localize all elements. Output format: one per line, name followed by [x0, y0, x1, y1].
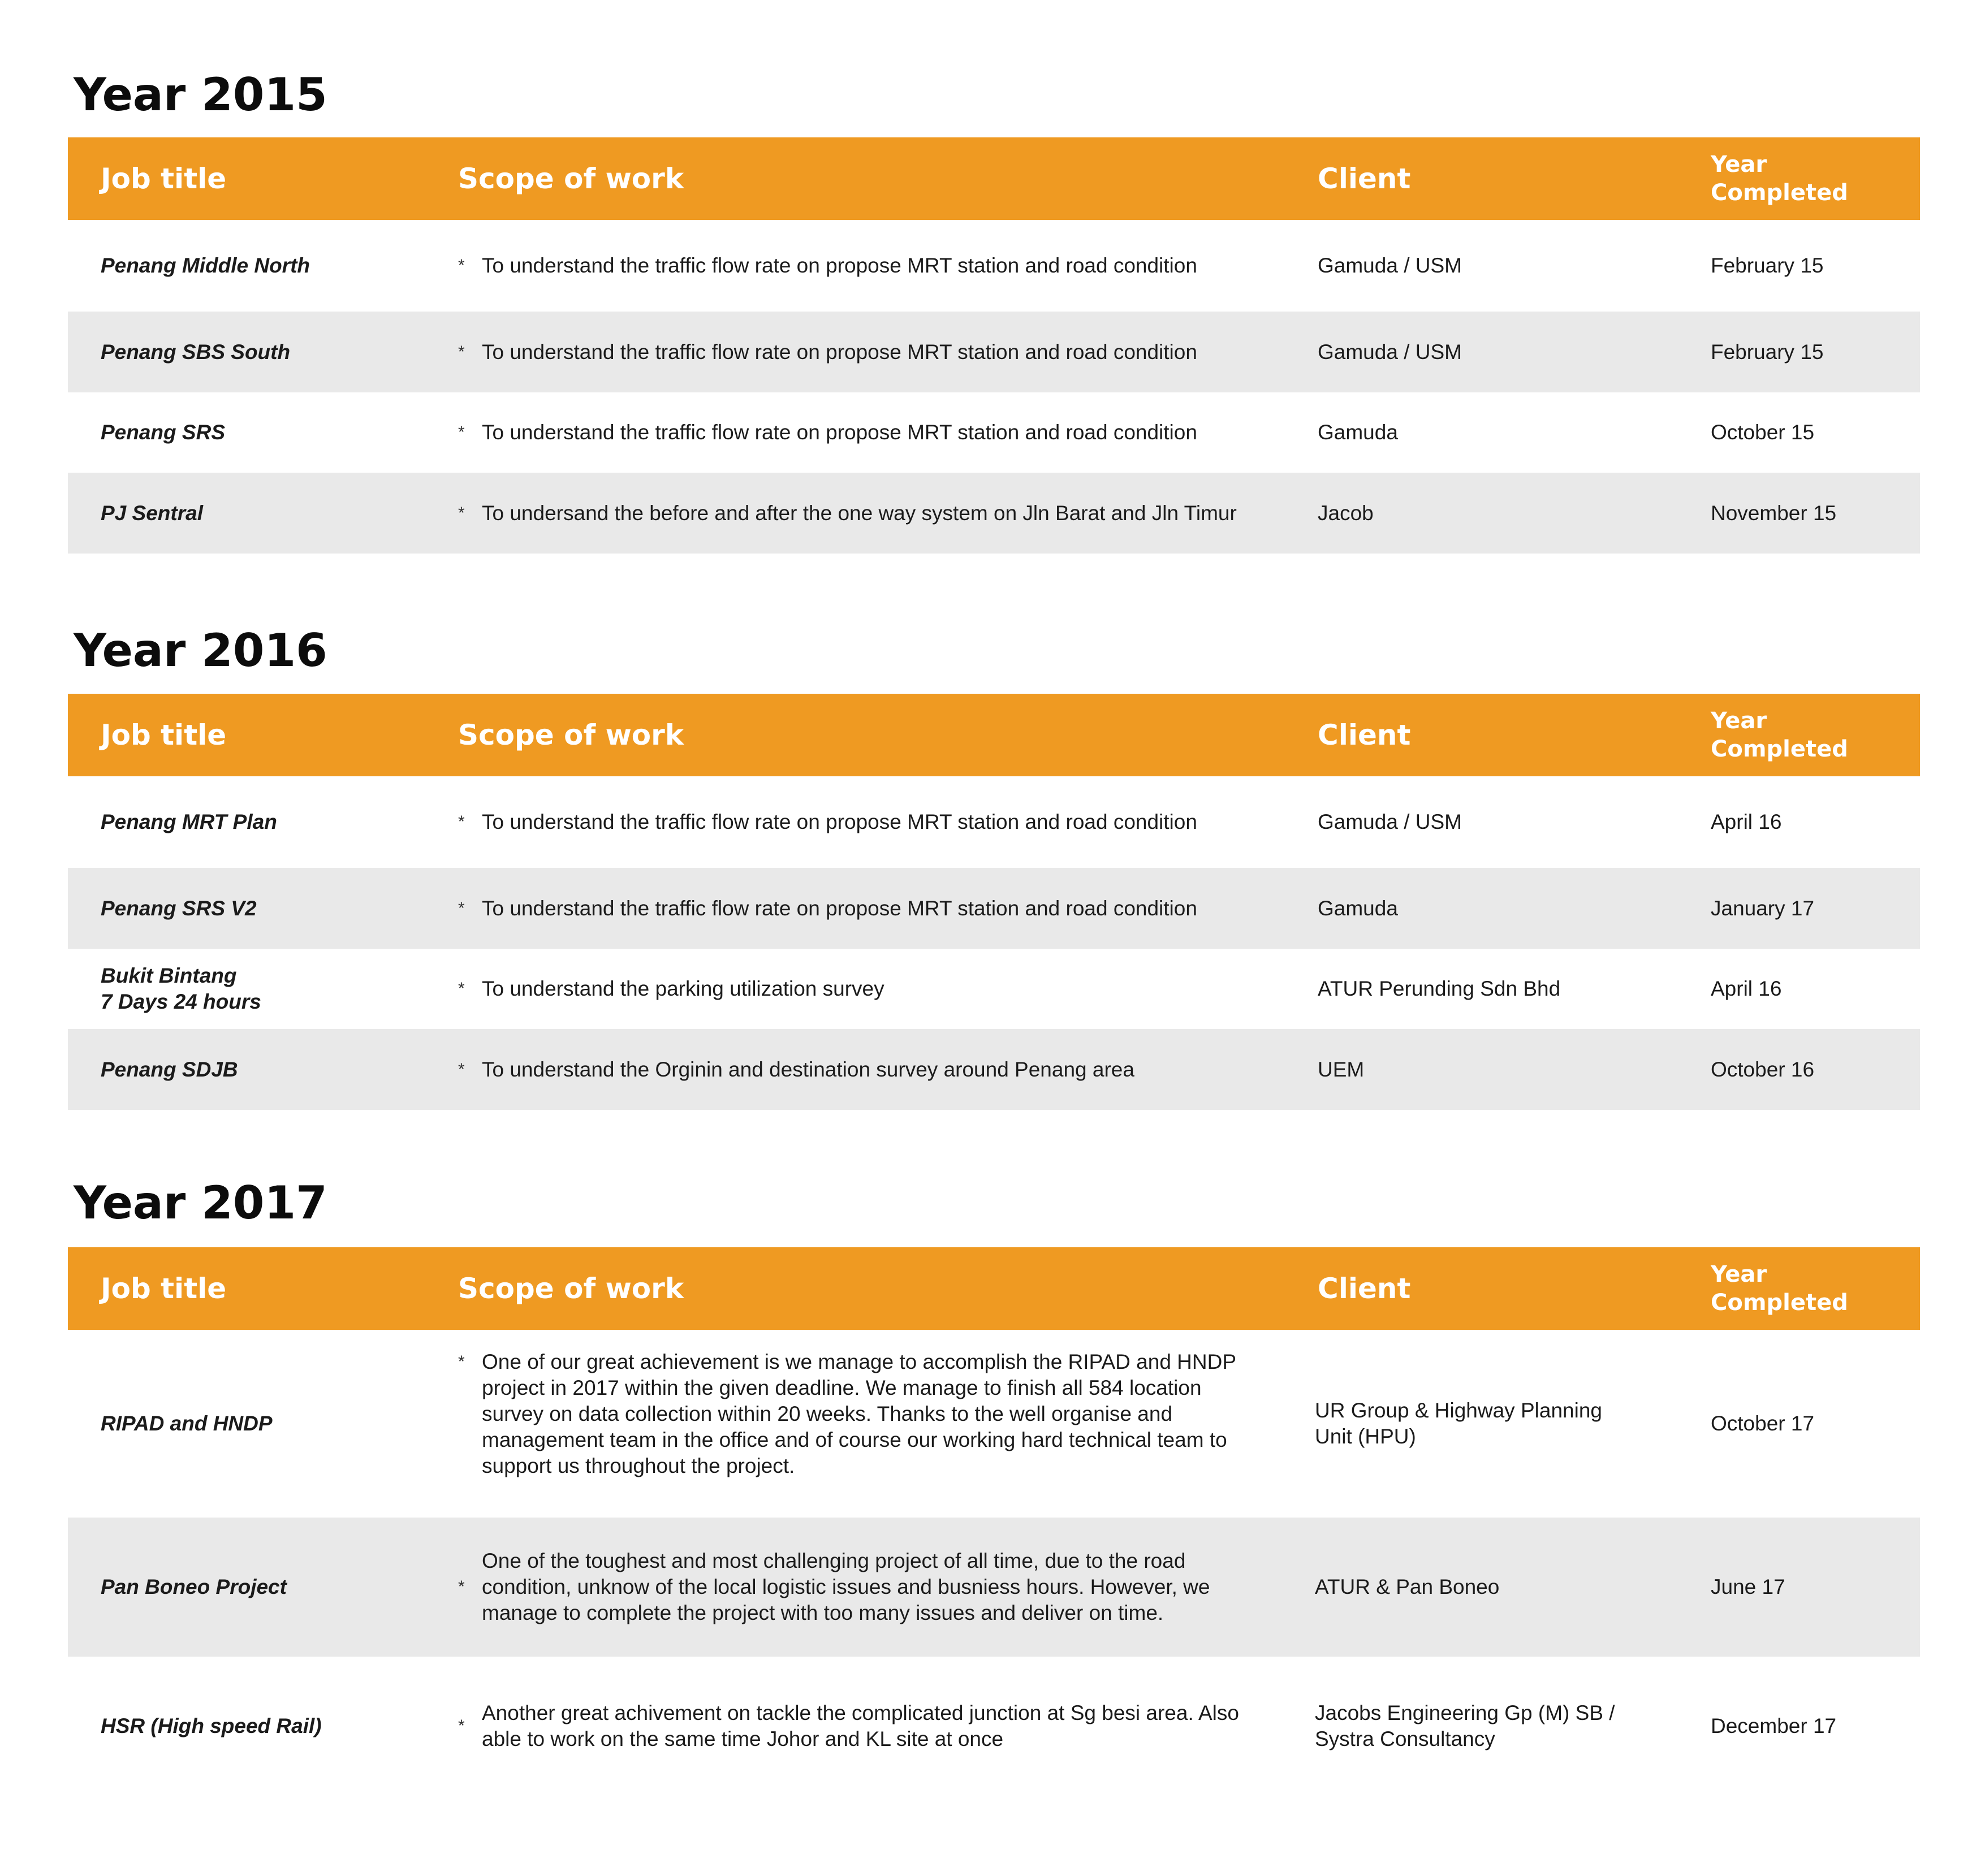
job-title-line: Bukit Bintang — [101, 964, 237, 987]
table-header — [68, 137, 1920, 220]
bullet-icon: * — [458, 342, 465, 361]
header-client: Client — [1318, 1272, 1411, 1305]
scope-cell — [458, 776, 1340, 868]
scope-text: To understand the traffic flow rate on propose MRT station and road condition — [482, 254, 1197, 277]
header-year-line1: Year — [1711, 152, 1767, 178]
year-completed-cell: October 17 — [1711, 1412, 1815, 1435]
section-title: Year 2015 — [74, 68, 327, 121]
table-row — [68, 1330, 1920, 1518]
table-row — [68, 392, 1920, 473]
client-cell: Jacobs Engineering Gp (M) SB / Systra Consultancy — [1315, 1701, 1615, 1750]
scope-text: To understand the traffic flow rate on propose MRT station and road condition — [482, 896, 1197, 920]
year-completed-cell: February 15 — [1711, 340, 1824, 364]
header-job-title: Job title — [101, 1272, 227, 1305]
scope-cell — [458, 312, 1340, 392]
header-job-title: Job title — [101, 719, 227, 751]
header-scope-of-work: Scope of work — [458, 162, 684, 195]
year-completed-cell: January 17 — [1711, 896, 1815, 920]
header-job-title: Job title — [101, 162, 227, 195]
table-row — [68, 949, 1920, 1029]
projects-table — [68, 137, 1920, 554]
client-cell: ATUR Perunding Sdn Bhd — [1318, 977, 1561, 1000]
bullet-icon: * — [458, 1060, 465, 1079]
table-header — [68, 694, 1920, 776]
bullet-icon: * — [458, 503, 465, 522]
scope-text: To understand the Orginin and destination survey around Penang area — [482, 1057, 1134, 1081]
header-client: Client — [1318, 719, 1411, 751]
job-title-cell — [101, 776, 451, 868]
bullet-icon: * — [458, 423, 465, 442]
job-title-cell — [101, 1330, 451, 1518]
bullet-icon: * — [458, 812, 465, 831]
bullet-icon: * — [458, 256, 465, 275]
scope-text: To understand the traffic flow rate on propose MRT station and road condition — [482, 421, 1197, 444]
client-cell: Gamuda — [1318, 421, 1398, 444]
header-year-line1: Year — [1711, 708, 1767, 734]
year-completed-cell: October 16 — [1711, 1057, 1815, 1081]
job-title-line: Penang SDJB — [101, 1057, 238, 1081]
job-title-cell — [101, 868, 451, 949]
scope-text: To understand the parking utilization survey — [482, 977, 884, 1000]
job-title-line: Penang SRS — [101, 421, 225, 444]
scope-text: To understand the traffic flow rate on propose MRT station and road condition — [482, 340, 1197, 364]
job-title-cell — [101, 949, 451, 1029]
job-title-line: HSR (High speed Rail) — [101, 1714, 322, 1737]
bullet-icon: * — [458, 1352, 465, 1371]
table-row — [68, 1657, 1920, 1796]
job-title-cell — [101, 1518, 451, 1657]
table-row — [68, 1029, 1920, 1110]
client-cell: Gamuda / USM — [1318, 254, 1462, 277]
header-scope-of-work: Scope of work — [458, 719, 684, 751]
job-title-line: Penang MRT Plan — [101, 810, 277, 833]
client-cell: UEM — [1318, 1057, 1365, 1081]
bullet-icon: * — [458, 1577, 465, 1596]
header-year-line2: Completed — [1711, 180, 1848, 206]
projects-table — [68, 694, 1920, 1110]
job-title-cell — [101, 392, 451, 473]
client-cell: ATUR & Pan Boneo — [1315, 1575, 1500, 1598]
job-title-line: Penang SRS V2 — [101, 896, 257, 920]
scope-cell — [458, 473, 1340, 554]
year-completed-cell: February 15 — [1711, 254, 1824, 277]
section-title: Year 2016 — [74, 624, 327, 677]
table-row — [68, 776, 1920, 868]
scope-cell — [458, 1330, 1340, 1518]
scope-cell — [458, 1518, 1340, 1657]
job-title-cell — [101, 220, 451, 312]
year-completed-cell: December 17 — [1711, 1714, 1837, 1737]
year-completed-cell: October 15 — [1711, 421, 1815, 444]
bullet-icon: * — [458, 1717, 465, 1735]
client-cell: UR Group & Highway Planning Unit (HPU) — [1315, 1399, 1602, 1448]
header-year-completed — [1711, 694, 1903, 776]
table-row — [68, 220, 1920, 312]
year-completed-cell: April 16 — [1711, 810, 1782, 833]
year-completed-cell: November 15 — [1711, 501, 1837, 525]
projects-table — [68, 1247, 1920, 1796]
job-title-line: RIPAD and HNDP — [101, 1412, 273, 1435]
section-title: Year 2017 — [74, 1177, 327, 1229]
job-title-cell — [101, 312, 451, 392]
scope-text: To undersand the before and after the one way system on Jln Barat and Jln Timur — [482, 501, 1237, 525]
table-row — [68, 1518, 1920, 1657]
client-cell: Gamuda — [1318, 896, 1398, 920]
scope-cell — [458, 868, 1340, 949]
bullet-icon: * — [458, 898, 465, 918]
table-row — [68, 312, 1920, 392]
scope-cell — [458, 1029, 1340, 1110]
scope-cell — [458, 392, 1340, 473]
client-cell: Gamuda / USM — [1318, 810, 1462, 833]
year-completed-cell: June 17 — [1711, 1575, 1785, 1598]
header-scope-of-work: Scope of work — [458, 1272, 684, 1305]
scope-text: Another great achivement on tackle the complicated junction at Sg besi area. Also able to work on the same time Johor and KL site at once — [482, 1701, 1239, 1750]
header-year-completed — [1711, 137, 1903, 220]
scope-text: To understand the traffic flow rate on propose MRT station and road condition — [482, 810, 1197, 833]
table-row — [68, 868, 1920, 949]
scope-text: One of the toughest and most challenging project of all time, due to the road condition, unknow of the local logistic issues and busniess hours. However, we manage to complete the project with too many issues and deliver on time. — [482, 1549, 1210, 1624]
job-title-line: 7 Days 24 hours — [101, 990, 261, 1013]
scope-cell — [458, 220, 1340, 312]
year-completed-cell: April 16 — [1711, 977, 1782, 1000]
header-year-line1: Year — [1711, 1261, 1767, 1287]
scope-cell — [458, 1657, 1340, 1796]
job-title-cell — [101, 1657, 451, 1796]
table-header — [68, 1247, 1920, 1330]
header-year-line2: Completed — [1711, 1290, 1848, 1316]
job-title-cell — [101, 473, 451, 554]
table-row — [68, 473, 1920, 554]
scope-cell — [458, 949, 1340, 1029]
client-cell: Jacob — [1318, 501, 1374, 525]
scope-text: One of our great achievement is we manage to accomplish the RIPAD and HNDP project in 2017 within the given deadline. We manage to finish all 584 location survey on data collection within 20 weeks. Thanks to the well organise and management team in the office and of course our working hard technical team to support us throughout the project. — [482, 1350, 1236, 1477]
client-cell: Gamuda / USM — [1318, 340, 1462, 364]
header-year-line2: Completed — [1711, 736, 1848, 762]
header-year-completed — [1711, 1247, 1903, 1330]
job-title-line: Penang SBS South — [101, 340, 291, 364]
job-title-line: Pan Boneo Project — [101, 1575, 287, 1598]
job-title-line: PJ Sentral — [101, 501, 203, 525]
bullet-icon: * — [458, 979, 465, 998]
job-title-line: Penang Middle North — [101, 254, 310, 277]
header-client: Client — [1318, 162, 1411, 195]
job-title-cell — [101, 1029, 451, 1110]
